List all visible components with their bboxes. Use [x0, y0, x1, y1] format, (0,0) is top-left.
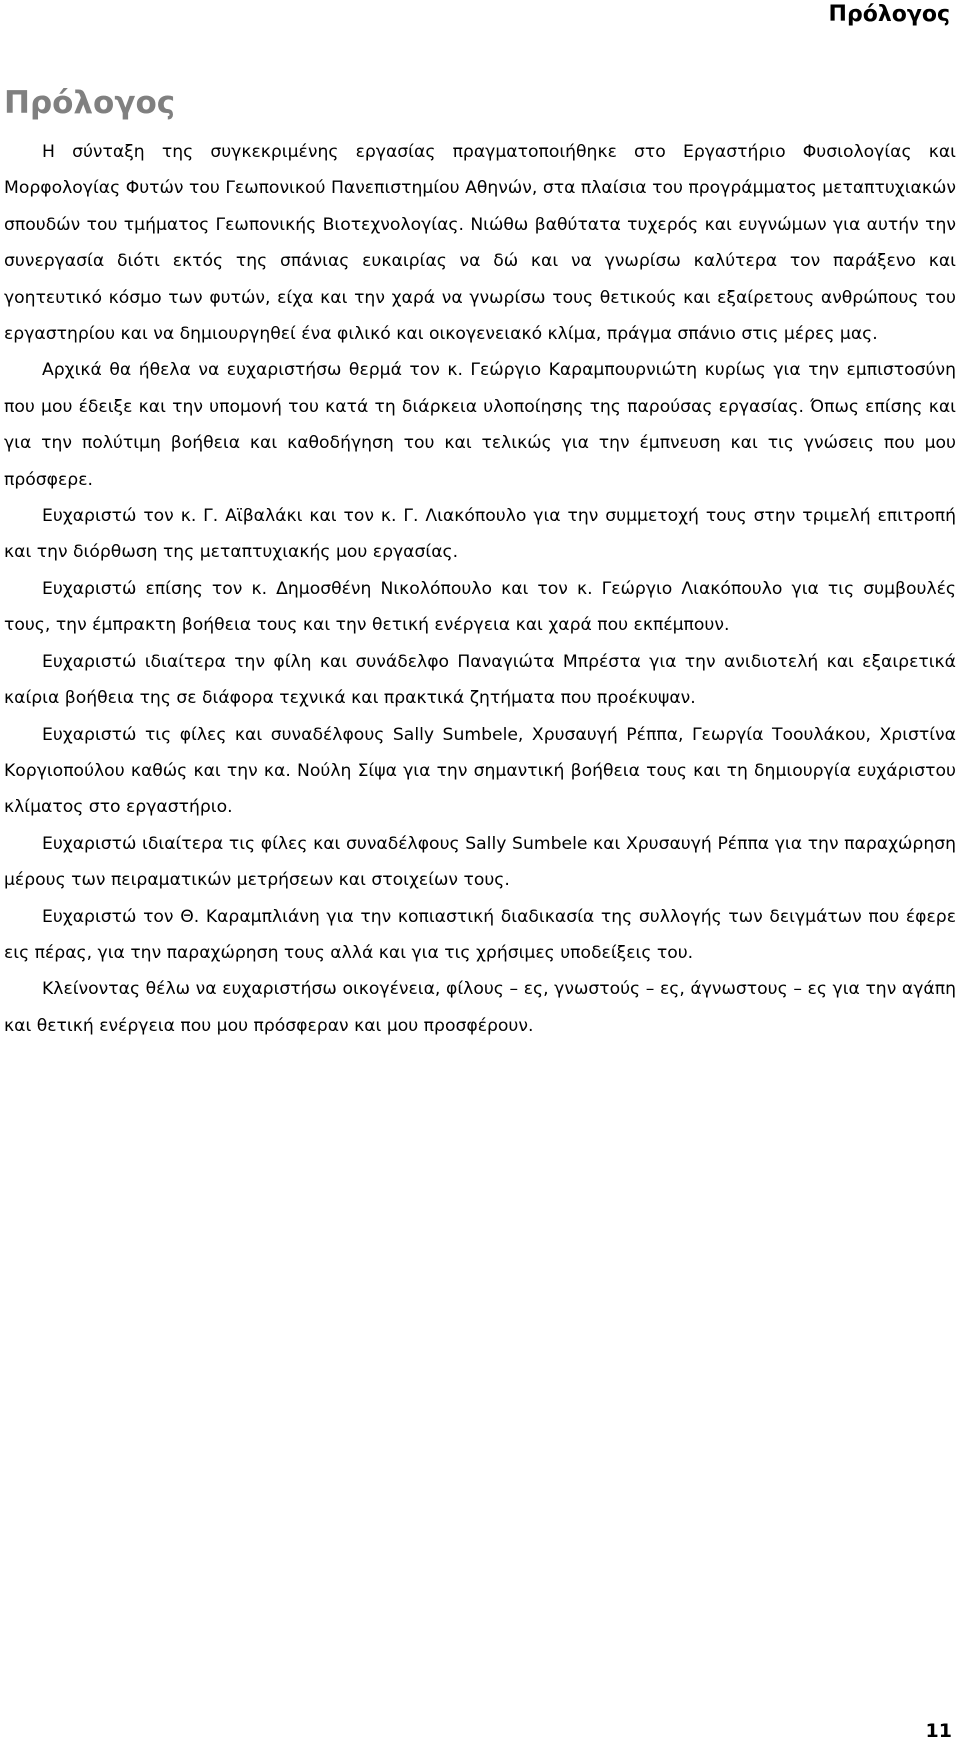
paragraph-closing: Κλείνοντας θέλω να ευχαριστήσω οικογένεια, φίλους – ες, γνωστούς – ες, άγνωστους – ες για την αγάπη και θετική ενέργεια που μου πρόσφεραν και μου προσφέρουν.	[4, 979, 956, 1036]
paragraph-thanks-advisors: Ευχαριστώ επίσης τον κ. Δημοσθένη Νικολόπουλο και τον κ. Γεώργιο Λιακόπουλο για τις συμβουλές τους, την έμπρακτη βοήθεια τους και την θετική ενέργεια και χαρά που εκπέμπουν.	[4, 578, 956, 636]
body-text	[4, 134, 956, 1044]
paragraph-thanks-lab-friends: Ευχαριστώ τις φίλες και συναδέλφους Sally Sumbele, Χρυσαυγή Ρέππα, Γεωργία Τοουλάκου, Χριστίνα Κοργιοπούλου καθώς και την κα. Νούλη Σίψα για την σημαντική βοήθεια τους και τη δημιουργία ευχάριστου κλίματος στο εργαστήριο.	[4, 724, 956, 818]
paragraph-thanks-supervisor: Αρχικά θα ήθελα να ευχαριστήσω θερμά τον κ. Γεώργιο Καραμπουρνιώτη κυρίως για την εμπιστοσύνη που μου έδειξε και την υπομονή του κατά τη διάρκεια υλοποίησης της παρούσας εργασίας. Όπως επίσης και για την πολύτιμη βοήθεια και καθοδήγηση του και τελικώς για την έμπνευση και τις γνώσεις που μου πρόσφερε.	[4, 360, 956, 490]
paragraph-thanks-sampling: Ευχαριστώ τον Θ. Καραμπλιάνη για την κοπιαστική διαδικασία της συλλογής των δειγμάτων που έφερε εις πέρας, για την παραχώρηση τους αλλά και για τις χρήσιμες υποδείξεις του.	[4, 906, 956, 963]
chapter-title: Πρόλογος	[4, 85, 176, 121]
paragraph-intro: Η σύνταξη της συγκεκριμένης εργασίας πραγματοποιήθηκε στο Εργαστήριο Φυσιολογίας και Μορφολογίας Φυτών του Γεωπονικού Πανεπιστημίου Αθηνών, στα πλαίσια του προγράμματος μεταπτυχιακών σπουδών του τμήματος Γεωπονικής Βιοτεχνολογίας. Νιώθω βαθύτατα τυχερός και ευγνώμων για αυτήν την συνεργασία διότι εκτός της σπάνιας ευκαιρίας να δώ και να γνωρίσω καλύτερα τον παράξενο και γοητευτικό κόσμο των φυτών, είχα και την χαρά να γνωρίσω τους θετικούς και εξαίρετους ανθρώπους του εργαστηρίου και να δημιουργηθεί ένα φιλικό και οικογενειακό κλίμα, πράγμα σπάνιο στις μέρες μας.	[4, 142, 956, 345]
paragraph-thanks-committee: Ευχαριστώ τον κ. Γ. Αϊβαλάκι και τον κ. Γ. Λιακόπουλο για την συμμετοχή τους στην τριμελή επιτροπή και την διόρθωση της μεταπτυχιακής μου εργασίας.	[4, 506, 956, 563]
paragraph-thanks-colleague: Ευχαριστώ ιδιαίτερα την φίλη και συνάδελφο Παναγιώτα Μπρέστα για την ανιδιοτελή και εξαιρετικά καίρια βοήθεια της σε διάφορα τεχνικά και πρακτικά ζητήματα που προέκυψαν.	[4, 651, 956, 709]
running-header: Πρόλογος	[828, 2, 950, 27]
page-number: 11	[925, 1720, 952, 1742]
paragraph-thanks-data: Ευχαριστώ ιδιαίτερα τις φίλες και συναδέλφους Sally Sumbele και Χρυσαυγή Ρέππα για την παραχώρηση μέρους των πειραματικών μετρήσεων και στοιχείων τους.	[4, 833, 956, 891]
